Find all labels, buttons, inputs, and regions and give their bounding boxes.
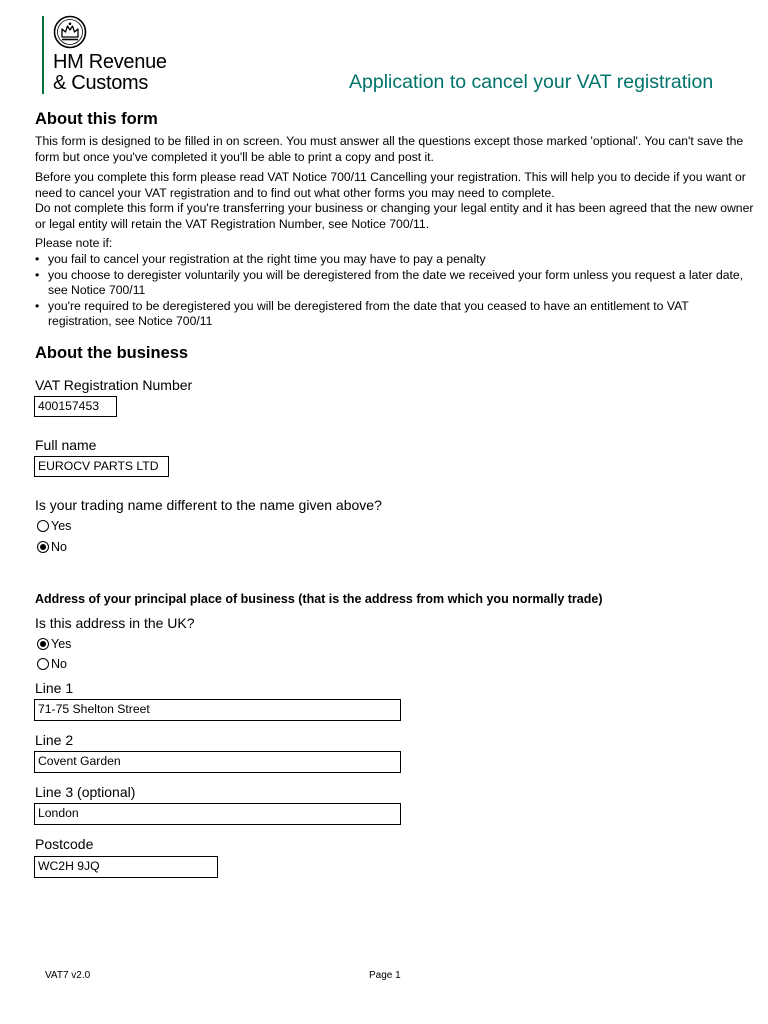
trading-name-question: Is your trading name different to the name given above?	[35, 497, 382, 513]
selected-dot-icon	[40, 641, 46, 647]
note-item-penalty: • you fail to cancel your registration at the right time you may have to pay a penalty	[35, 252, 755, 268]
intro-paragraph: This form is designed to be filled in on screen. You must answer all the questions except those marked 'optional'. You can't save the form but once you've completed it you'll be able to print a copy and post it.	[35, 134, 744, 164]
about-business-heading: About the business	[35, 344, 189, 362]
full-name-label: Full name	[35, 437, 97, 453]
uk-no-radio[interactable]	[37, 658, 49, 670]
guidance-paragraph: Before you complete this form please read VAT Notice 700/11 Cancelling your registration. This will help you to decide if you want or need to cancel your VAT registration and to find out what other forms you may need to complete.	[35, 170, 746, 200]
vat-number-field[interactable]: 400157453	[34, 396, 117, 417]
form-code: VAT7 v2.0	[45, 970, 91, 981]
address-heading: Address of your principal place of business (that is the address from which you normally trade)	[35, 592, 603, 606]
full-name-field[interactable]: EUROCV PARTS LTD	[34, 456, 169, 477]
uk-yes-label: Yes	[51, 637, 72, 651]
trading-yes-label: Yes	[51, 519, 72, 533]
crown-crest-icon	[53, 15, 87, 49]
postcode-field[interactable]: WC2H 9JQ	[34, 856, 218, 878]
postcode-label: Postcode	[35, 836, 94, 852]
line2-label: Line 2	[35, 732, 74, 748]
page-number: Page 1	[369, 970, 401, 981]
document-title: Application to cancel your VAT registration	[349, 71, 714, 93]
uk-address-question: Is this address in the UK?	[35, 615, 195, 631]
line2-field[interactable]: Covent Garden	[34, 751, 401, 773]
org-name-line2: & Customs	[53, 72, 149, 94]
trading-yes-radio[interactable]	[37, 520, 49, 532]
logo-rule	[42, 16, 44, 94]
trading-yes-option[interactable]	[37, 518, 71, 534]
org-name-line1: HM Revenue	[53, 51, 167, 73]
org-name	[53, 52, 167, 94]
line1-field[interactable]: 71-75 Shelton Street	[34, 699, 401, 721]
uk-no-label: No	[51, 657, 67, 671]
selected-dot-icon	[40, 544, 46, 550]
uk-yes-radio[interactable]	[37, 638, 49, 650]
line3-label: Line 3 (optional)	[35, 784, 136, 800]
trading-no-radio[interactable]	[37, 541, 49, 553]
note-intro: Please note if:	[35, 236, 113, 250]
line1-label: Line 1	[35, 680, 74, 696]
trading-no-label: No	[51, 540, 67, 554]
note-item-voluntary: • you choose to deregister voluntarily you will be deregistered from the date we received your form unless you request a later date, see Notice 700/11	[35, 268, 755, 299]
note-item-required: • you're required to be deregistered you will be deregistered from the date that you ceased to have an entitlement to VAT registration, see Notice 700/11	[35, 299, 755, 330]
vat-number-label: VAT Registration Number	[35, 377, 193, 393]
line3-field[interactable]: London	[34, 803, 401, 825]
trading-no-option[interactable]	[37, 539, 67, 555]
uk-no-option[interactable]	[37, 656, 67, 672]
transfer-warning-paragraph: Do not complete this form if you're transferring your business or changing your legal entity and it has been agreed that the new owner or legal entity will retain the VAT Registration Number, see Notice 700/11.	[35, 201, 754, 231]
about-form-heading: About this form	[35, 110, 158, 128]
notes-list	[35, 252, 755, 330]
uk-yes-option[interactable]	[37, 636, 71, 652]
